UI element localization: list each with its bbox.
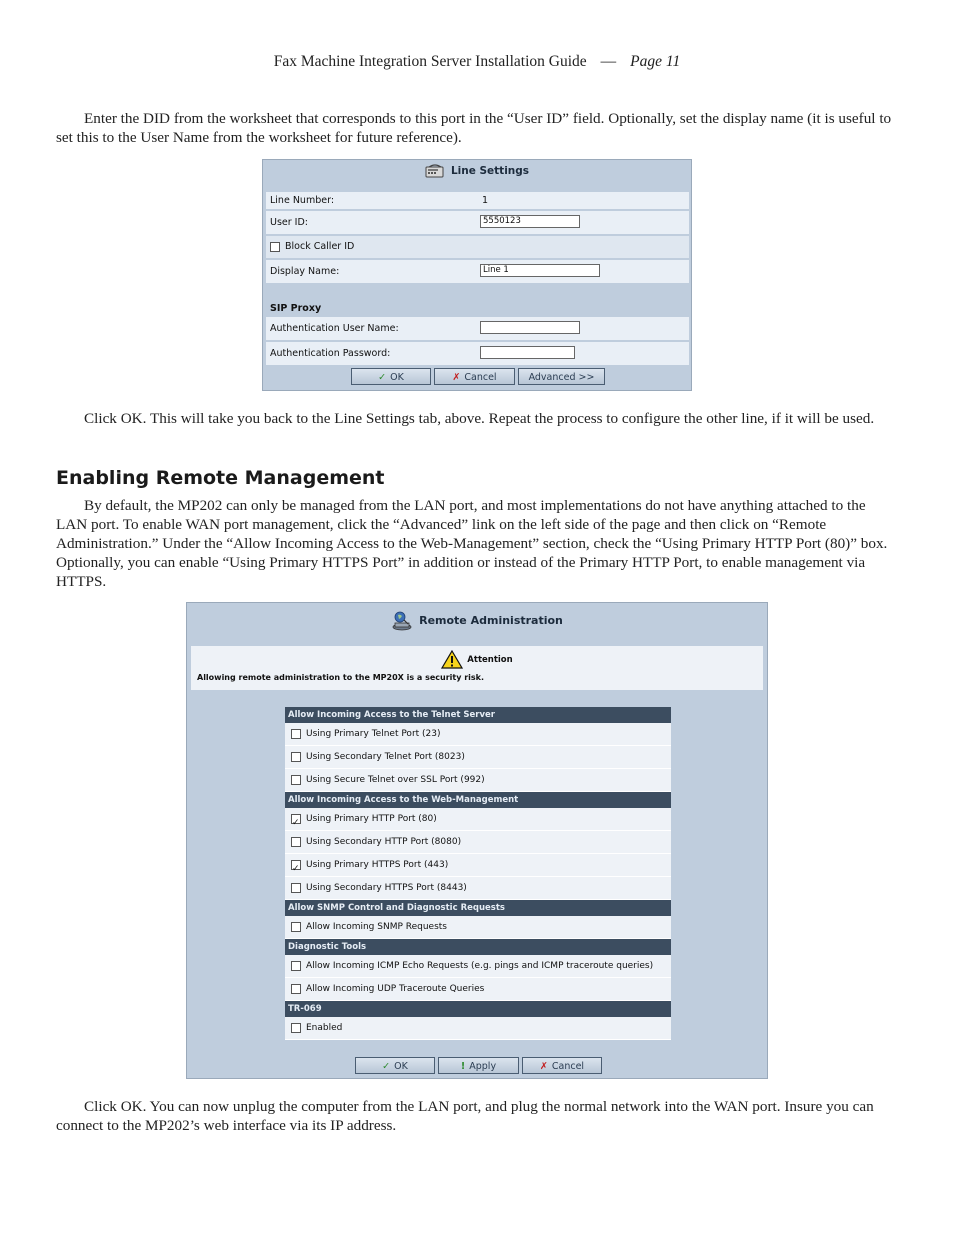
option-row[interactable] (285, 746, 671, 769)
option-checkbox[interactable] (291, 922, 301, 932)
cross-icon: ✗ (539, 1061, 548, 1072)
page-number: Page 11 (630, 53, 681, 70)
block-caller-id-label: Block Caller ID (285, 241, 355, 252)
option-label: Using Secure Telnet over SSL Port (992) (306, 775, 485, 785)
apply-button-label: Apply (469, 1061, 497, 1072)
option-row[interactable] (285, 877, 671, 900)
display-name-row (266, 260, 689, 283)
user-id-input[interactable]: 5550123 (480, 215, 580, 228)
auth-pass-row (266, 342, 689, 365)
option-label: Using Primary Telnet Port (23) (306, 729, 441, 739)
section-header: Allow SNMP Control and Diagnostic Requests (285, 900, 671, 916)
header-separator: — (600, 53, 617, 70)
option-label: Enabled (306, 1023, 343, 1033)
ok-button-label: OK (390, 372, 404, 383)
option-row[interactable] (285, 955, 671, 978)
warning-icon (441, 650, 463, 669)
cancel-button-label: Cancel (464, 372, 497, 383)
auth-user-label: Authentication User Name: (270, 323, 399, 334)
option-checkbox[interactable] (291, 860, 301, 870)
document-title: Fax Machine Integration Server Installation Guide (273, 53, 587, 70)
option-label: Using Primary HTTP Port (80) (306, 814, 437, 824)
block-caller-id-row (266, 236, 689, 258)
option-checkbox[interactable] (291, 837, 301, 847)
ra-ok-button-label: OK (394, 1061, 408, 1072)
remote-admin-panel (186, 602, 768, 1079)
option-label: Allow Incoming SNMP Requests (306, 922, 447, 932)
attention-heading (191, 650, 763, 669)
paragraph-click-ok-line: Click OK. This will take you back to the Line Settings tab, above. Repeat the process to configure the other line, if it will be used. (84, 410, 875, 427)
remote-access-options (285, 707, 671, 1040)
option-checkbox[interactable] (291, 883, 301, 893)
remote-admin-icon (391, 611, 413, 631)
line-settings-icon (425, 164, 445, 178)
check-icon: ✓ (378, 372, 387, 383)
auth-pass-input[interactable] (480, 346, 575, 359)
advanced-button[interactable]: Advanced >> (518, 368, 605, 385)
paragraph-final-instructions: Click OK. You can now unplug the computer from the LAN port, and plug the normal network into the WAN port. Insure you can connect to the MP202’s web interface via its IP address. (56, 1098, 874, 1134)
option-row[interactable] (285, 916, 671, 939)
option-checkbox[interactable] (291, 814, 301, 824)
option-label: Allow Incoming UDP Traceroute Queries (306, 984, 485, 994)
apply-ok-button[interactable] (355, 1057, 435, 1074)
option-checkbox[interactable] (291, 961, 301, 971)
paragraph-user-id-instructions: Enter the DID from the worksheet that corresponds to this port in the “User ID” field. Optionally, set the display name (it is useful to set this to the User Name from the worksheet for future reference). (56, 110, 892, 146)
auth-user-row (266, 317, 689, 340)
user-id-row (266, 211, 689, 234)
option-label: Using Secondary HTTPS Port (8443) (306, 883, 467, 893)
option-label: Allow Incoming ICMP Echo Requests (e.g. pings and ICMP traceroute queries) (306, 961, 654, 971)
section-header: Allow Incoming Access to the Telnet Server (285, 707, 671, 723)
option-row[interactable] (285, 831, 671, 854)
ok-button[interactable] (351, 368, 431, 385)
section-header: Allow Incoming Access to the Web-Management (285, 792, 671, 808)
attention-label: Attention (467, 655, 513, 665)
display-name-label: Display Name: (270, 266, 340, 277)
option-checkbox[interactable] (291, 775, 301, 785)
page-header (0, 53, 954, 71)
paragraph-remote-management: By default, the MP202 can only be managed from the LAN port, and most implementations do not have anything attached to the LAN port. To enable WAN port management, click the “Advanced” link on the left side of the page and then click on “Remote Administration.” Under the “Allow Incoming Access to the Web-Management” section, check the “Using Primary HTTP Port (80)” box. Optionally, you can enable “Using Primary HTTPS Port” in addition or instead of the Primary HTTP Port, to enable management via HTTPS. (56, 497, 888, 590)
option-checkbox[interactable] (291, 752, 301, 762)
option-row[interactable] (285, 769, 671, 792)
cross-icon: ✗ (452, 372, 461, 383)
check-icon: ✓ (382, 1061, 391, 1072)
cancel-button[interactable] (434, 368, 515, 385)
option-row[interactable] (285, 723, 671, 746)
line-settings-title (263, 164, 691, 178)
option-checkbox[interactable] (291, 1023, 301, 1033)
option-row[interactable] (285, 1017, 671, 1040)
option-checkbox[interactable] (291, 984, 301, 994)
line-number-label: Line Number: (270, 195, 335, 206)
attention-message: Allowing remote administration to the MP20X is a security risk. (197, 673, 485, 682)
section-heading: Enabling Remote Management (56, 467, 385, 489)
line-number-value: 1 (482, 195, 489, 206)
line-settings-title-text: Line Settings (450, 165, 530, 177)
option-checkbox[interactable] (291, 729, 301, 739)
option-row[interactable] (285, 978, 671, 1001)
line-number-row (266, 192, 689, 209)
block-caller-id-option[interactable] (270, 241, 354, 252)
ra-cancel-button-label: Cancel (551, 1061, 585, 1072)
option-label: Using Primary HTTPS Port (443) (306, 860, 449, 870)
display-name-input[interactable]: Line 1 (480, 264, 600, 277)
option-label: Using Secondary Telnet Port (8023) (306, 752, 465, 762)
auth-user-input[interactable] (480, 321, 580, 334)
attention-box (191, 646, 763, 690)
option-row[interactable] (285, 808, 671, 831)
remote-admin-title (187, 611, 767, 631)
option-label: Using Secondary HTTP Port (8080) (306, 837, 462, 847)
apply-button[interactable] (438, 1057, 519, 1074)
remote-admin-title-text: Remote Administration (419, 614, 563, 627)
auth-pass-label: Authentication Password: (270, 348, 391, 359)
line-settings-panel (262, 159, 692, 391)
ra-cancel-button[interactable] (522, 1057, 602, 1074)
section-header: TR-069 (285, 1001, 671, 1017)
section-header: Diagnostic Tools (285, 939, 671, 955)
block-caller-id-checkbox[interactable] (270, 242, 280, 252)
exclamation-icon: ! (460, 1061, 466, 1072)
sip-proxy-heading: SIP Proxy (270, 303, 322, 314)
option-row[interactable] (285, 854, 671, 877)
user-id-label: User ID: (270, 217, 308, 228)
